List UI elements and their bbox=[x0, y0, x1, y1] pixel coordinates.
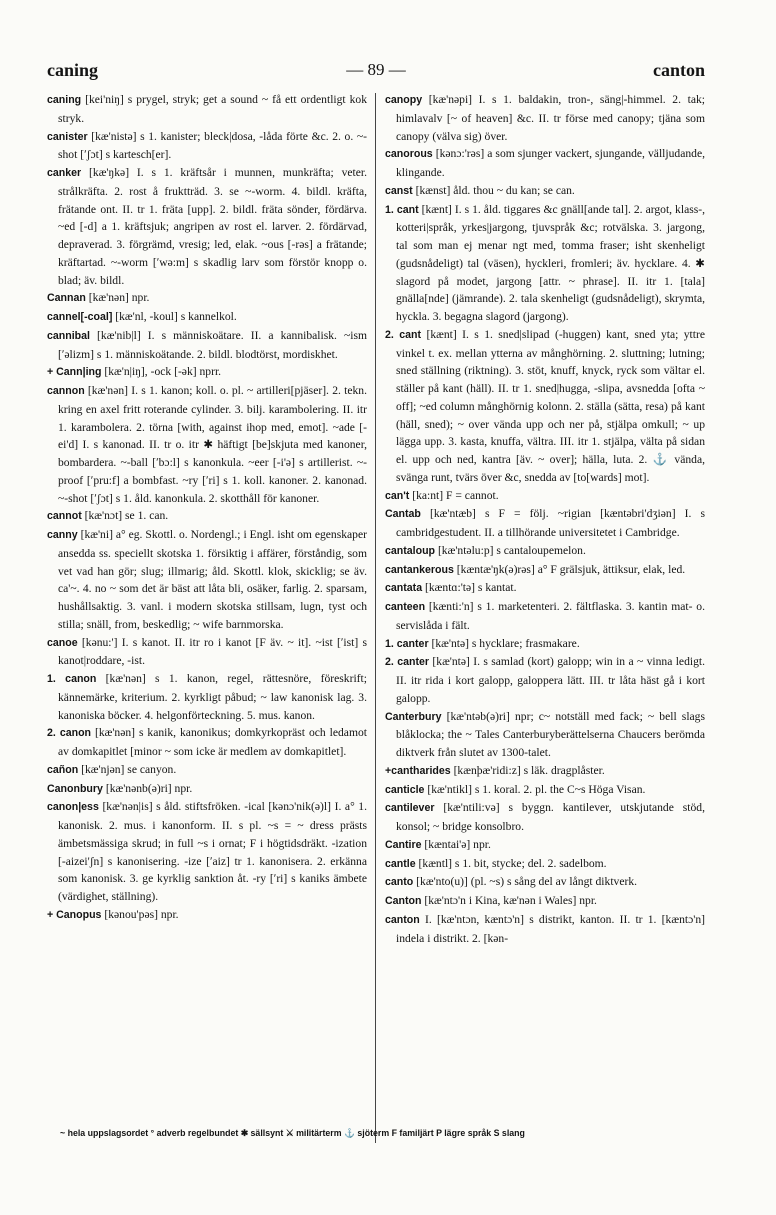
column-divider bbox=[375, 93, 376, 1143]
entry-text: [kæ'nənb(ə)ri] npr. bbox=[105, 781, 193, 795]
entry-text: [kæntæ'ŋk(ə)rəs] a° F grälsjuk, ättiksur, elak, led. bbox=[456, 562, 686, 576]
headword: cantata bbox=[385, 582, 423, 595]
dictionary-entry bbox=[385, 799, 705, 836]
dictionary-entry bbox=[47, 906, 367, 925]
entry-text: [kæ'ni] a° eg. Skottl. o. Nordengl.; i Engl. isht om egenskaper ansedda ss. speciellt skotska 1. försiktig i affärer, förståndig, som vet vad han gör; slug; illmarig; åld. Skottl. klok, skicklig; se äv. ca'~. 4. no ~ som det är bäst att låta bli, osäker, farlig. 2. sparsam, hushållsaktig. 3. vanl. i modern skotska stillsam, lugn, tyst och stilla; snäll, from, beskedlig; ~ wife barnmorska. bbox=[58, 528, 367, 631]
headword: canister bbox=[47, 130, 88, 143]
entry-text: [kæntl] s 1. bit, stycke; del. 2. sadelbom. bbox=[418, 856, 607, 870]
dictionary-entry bbox=[47, 327, 367, 364]
entry-text: [kæ'ntəlu:p] s cantaloupemelon. bbox=[437, 543, 586, 557]
entry-text: [kæ'nib|l] I. s människoätare. II. a kannibalisk. ~ism [ʹəlizm] s 1. människoätande. 2. bildl. blodtörst, mordiskhet. bbox=[58, 328, 367, 361]
headword: Canterbury bbox=[385, 710, 442, 723]
headword: cantankerous bbox=[385, 563, 454, 576]
headword: cañon bbox=[47, 763, 79, 776]
dictionary-entry bbox=[47, 308, 367, 327]
headword: cantle bbox=[385, 857, 416, 870]
dictionary-entry bbox=[47, 798, 367, 906]
entry-text: [kæ'ntəb(ə)ri] npr; c~ notställ med fack; ~ bell slags blåklocka; the ~ Tales Canterburyberättelserna Chaucers berömda diktverk från slutet av 1300-talet. bbox=[396, 709, 705, 759]
dictionary-entry bbox=[385, 836, 705, 855]
headword: 2. canter bbox=[385, 656, 430, 669]
dictionary-entry bbox=[385, 781, 705, 800]
entry-text: [kæ'ntɔ'n i Kina, kæ'nən i Wales] npr. bbox=[424, 894, 597, 907]
dictionary-entry bbox=[385, 201, 705, 326]
entry-text: [kæ'nistə] s 1. kanister; bleck|dosa, -låda förte &c. 2. o. ~-shot [ʹʃɔt] s kartesch[er]. bbox=[58, 129, 367, 162]
dictionary-entry bbox=[385, 635, 705, 654]
headword: 1. canon bbox=[47, 673, 97, 685]
right-column bbox=[385, 91, 705, 947]
dictionary-entry bbox=[385, 911, 705, 948]
headword: Canonbury bbox=[47, 782, 103, 795]
entry-text: [kænt] I. s 1. åld. tiggares &c gnäll[ande tal]. 2. argot, klass-, kotteri|språk, yrkes|jargong, tjuvspråk &c; rotvälska. 3. jargong, tal som man ej menar ngt med, tomma fraser; isht skenheligt (gudsnådeligt) tal (väsen), hyckleri, fromleri; äv. hycklare. 4. ✱ slagord på modet, jargong [attr. ~ phrase]. II. itr 1. [tala] gnälla[nde] (jämrande). 2. tala skenheligt (gudsnådeligt), skrymta, hyckla. 3. begagna slagord (jargong). bbox=[396, 202, 705, 323]
headword: canorous bbox=[385, 148, 433, 161]
entry-text: [kənou'pəs] npr. bbox=[104, 907, 179, 921]
dictionary-entry bbox=[47, 289, 367, 308]
dictionary-entry bbox=[385, 561, 705, 580]
dictionary-entry bbox=[385, 762, 705, 781]
headword: + Canopus bbox=[47, 908, 102, 921]
entry-text: [kæ'ŋkə] I. s 1. kräftsår i munnen, munkräfta; veter. strålkräfta. 2. rost å fruktträd. 3. se ~-worm. 4. bildl. kräfta, frätande ont. II. tr 1. fräta [upp]. 2. bildl. fräta sönder, fördärva. ~ed [-d] a 1. kräftsjuk; angripen av rost el. larver. 2. fördärvad, depraverad. 3. förgrämd, vresig; led, elak. ~ous [-rəs] a frätande; kräftartad. ~-worm [ʹwə:m] s skadlig larv som förstör knopp o. blad; äv. bildl. bbox=[58, 166, 367, 287]
entry-text: [kənɔ:'rəs] a som sjunger vackert, sjungande, välljudande, klingande. bbox=[396, 147, 705, 179]
dictionary-entry bbox=[385, 579, 705, 598]
entry-text: [kænt] I. s 1. sned|slipad (-huggen) kant, sned yta; yttre vinkel t. ex. mellan ytterna av månghörning. 2. sluttning; lutning; sned ställning (riktning). 3. stöt, knuff, knyck, ryck som vältar el. ställer på kant (häll). II. tr 1. sned|hugga, -slipa, avsnedda [ofta ~ off]; ~ed column månghörnig kolonn. 2. ställa (sätta, resa) på kant (häll, sned); ~ over vända upp och ner på, stjälpa omkull; ~ up lägga upp. 3. kasta, knuffa, vältra. III. itr 1. stjälpa, välta på sidan el. upp och ned, kantra [äv. ~ over]; hälla, luta. 2. ⚓ vända, svänga runt, tvärs över &c, snedda av [to[wards] mot]. bbox=[396, 327, 705, 484]
entry-text: [kæ'nɔt] se 1. can. bbox=[84, 509, 169, 523]
entry-text: [kæ'nl, -koul] s kannelkol. bbox=[115, 310, 237, 323]
headword: Cannan bbox=[47, 292, 86, 305]
dictionary-entry bbox=[385, 91, 705, 145]
dictionary-entry bbox=[47, 128, 367, 165]
entry-text: [kæ'nəpi] I. s 1. baldakin, tron-, säng|-himmel. 2. tak; himlavalv [~ of heaven] &c. II. tr förse med canopy; tjäna som canopy (välva sig) över. bbox=[396, 93, 705, 143]
headword: canker bbox=[47, 167, 82, 179]
headword: canst bbox=[385, 184, 413, 197]
entry-text: [kæ'n|iŋ], -ock [-ək] nprr. bbox=[104, 365, 222, 379]
headword: canny bbox=[47, 529, 78, 541]
headword: canticle bbox=[385, 783, 425, 796]
headword: +cantharides bbox=[385, 764, 451, 777]
dictionary-entry bbox=[385, 505, 705, 542]
entry-text: [kæ'nən|is] s åld. stiftsfröken. -ical [kənɔ'nik(ə)l] I. a° 1. kanonisk. 2. mus. i kanonform. II. s pl. ~s = ~ dress prästs ämbetsmässiga skrud; in full ~s i ornat; F i högtidsdräkt. -ization [-aizei'ʃn] s kanonisering. -ize [ʹaiz] tr 1. kanonisera. 2. erkänna som kanonisk. 3. ge kyrklig sanktion åt. -ry [ʹri] s kaniks ämbete (värdighet, ställning). bbox=[58, 800, 367, 903]
headword: cannel[-coal] bbox=[47, 311, 113, 323]
dictionary-entry bbox=[47, 634, 367, 671]
dictionary-entry bbox=[47, 780, 367, 799]
dictionary-entry bbox=[47, 670, 367, 724]
entry-text: [kænti:'n] s 1. marketenteri. 2. fältflaska. 3. kantin mat- o. servislåda i fält. bbox=[396, 600, 705, 632]
headword: canton bbox=[385, 913, 420, 926]
dictionary-entry bbox=[385, 892, 705, 911]
entry-text: [kæ'ntæb] s F = följ. ~rigian [kæntəbri'dʒiən] I. s cambridgestudent. II. a tillhörande universitetet i Cambridge. bbox=[396, 507, 705, 539]
dictionary-entry bbox=[47, 164, 367, 289]
page-number: — 89 — bbox=[346, 60, 406, 79]
headword: Cantire bbox=[385, 838, 422, 851]
right-guideword: canton bbox=[652, 60, 705, 80]
headword: caning bbox=[47, 94, 82, 106]
entry-text: [kæ'ntikl] s 1. koral. 2. pl. the C~s Höga Visan. bbox=[427, 782, 646, 796]
entry-text: I. [kæ'ntɔn, kæntɔ'n] s distrikt, kanton. II. tr 1. [kæntɔ'n] indela i distrikt. 2. [kən- bbox=[396, 912, 705, 945]
legend-footer: ~ hela uppslagsordet ° adverb regelbundet ✱ sällsynt ⚔ militärterm ⚓ sjöterm F familjärt P lägre språk S slang bbox=[60, 1128, 525, 1138]
entry-text: [kæ'nən] I. s 1. kanon; koll. o. pl. ~ artilleri[pjäser]. 2. tekn. kring en axel fritt roterande cylinder. 3. bilj. karambolering. II. itr 1. karambolera. 2. törna [with, against ihop med, emot]. ~ade [-ei'd] I. s kanonad. II. tr o. itr ✱ häftigt [be]skjuta med kanoner, bombardera. ~-ball [ʹbɔ:l] s kanonkula. ~eer [-i'ə] s artillerist. ~-proof [ʹpru:f] a bombfast. ~ry [ʹri] s 1. koll. kanoner. 2. kanonad. ~-shot [ʹʃɔt] s 1. åld. kanonkula. 2. skotthåll för kanoner. bbox=[58, 384, 367, 505]
dictionary-entry bbox=[47, 382, 367, 507]
headword: 1. cant bbox=[385, 203, 419, 216]
headword: cannibal bbox=[47, 329, 90, 342]
headword: canoe bbox=[47, 636, 78, 649]
entry-text: [kæ'nən] s 1. kanon, regel, rättesnöre, föreskrift; kännemärke, kriterium. 2. kyrkligt påbud; ~ law kanonisk lag. 3. kanoniska böcker. 4. helgonförteckning. 5. mus. kanon. bbox=[58, 672, 367, 722]
dictionary-entry bbox=[47, 724, 367, 761]
entry-text: [kæntai'ə] npr. bbox=[424, 837, 491, 851]
page-header bbox=[47, 60, 705, 82]
entry-text: [kæntɑ:'tə] s kantat. bbox=[425, 581, 517, 595]
headword: Cantab bbox=[385, 508, 421, 521]
headword: + Cann|ing bbox=[47, 366, 102, 379]
dictionary-entry bbox=[385, 708, 705, 762]
headword: canopy bbox=[385, 94, 423, 106]
headword: cannon bbox=[47, 385, 85, 397]
entry-text: [kæ'njən] se canyon. bbox=[81, 762, 177, 776]
dictionary-entry bbox=[385, 873, 705, 892]
dictionary-entry bbox=[47, 507, 367, 526]
entry-text: [kænþæ'ridi:z] s läk. dragplåster. bbox=[453, 763, 605, 777]
dictionary-entry bbox=[385, 182, 705, 201]
dictionary-entry bbox=[47, 363, 367, 382]
dictionary-entry bbox=[385, 653, 705, 707]
headword: canteen bbox=[385, 601, 426, 613]
dictionary-entry bbox=[385, 598, 705, 635]
left-guideword: caning bbox=[47, 60, 99, 80]
headword: 1. canter bbox=[385, 637, 429, 650]
entry-text: [kænst] åld. thou ~ du kan; se can. bbox=[415, 183, 575, 197]
dictionary-entry bbox=[385, 145, 705, 182]
headword: cantaloup bbox=[385, 544, 436, 557]
headword: canon|ess bbox=[47, 801, 99, 814]
entry-text: [kei'niŋ] s prygel, stryk; get a sound ~ få ett ordentligt kok stryk. bbox=[58, 93, 367, 125]
entry-text: [kæ'ntə] I. s samlad (kort) galopp; win in a ~ vinna ledigt. II. itr rida i kort galopp, galoppera lätt. III. tr låta häst gå i kort galopp. bbox=[396, 655, 705, 705]
entry-text: [kæ'ntə] s hycklare; frasmakare. bbox=[431, 636, 580, 650]
dictionary-entry bbox=[385, 855, 705, 874]
headword: can't bbox=[385, 489, 410, 502]
entry-text: [ka:nt] F = cannot. bbox=[412, 488, 499, 502]
entry-text: [kənu:'] I. s kanot. II. itr ro i kanot [F äv. ~ it]. ~ist [ʹist] s kanot|roddare, -ist. bbox=[58, 635, 367, 668]
entry-text: [kæ'nən] npr. bbox=[88, 291, 150, 305]
headword: cannot bbox=[47, 510, 82, 523]
headword: 2. cant bbox=[385, 328, 422, 341]
dictionary-entry bbox=[47, 526, 367, 634]
left-column bbox=[47, 91, 367, 925]
headword: canto bbox=[385, 876, 414, 889]
dictionary-entry bbox=[385, 326, 705, 487]
dictionary-entry bbox=[385, 542, 705, 561]
entry-text: [kæ'ntili:və] s byggn. kantilever, utskjutande stöd, konsol; ~ bridge konsolbro. bbox=[396, 801, 705, 833]
headword: Canton bbox=[385, 895, 422, 907]
entry-text: [kæ'nto(u)] (pl. ~s) s sång del av långt diktverk. bbox=[416, 875, 638, 889]
headword: cantilever bbox=[385, 802, 435, 815]
headword: 2. canon bbox=[47, 727, 92, 740]
dictionary-entry bbox=[47, 761, 367, 780]
dictionary-entry bbox=[47, 91, 367, 128]
entry-text: [kæ'nən] s kanik, kanonikus; domkyrkopräst och ledamot av domkapitlet [minor ~ som icke är medlem av domkapitlet]. bbox=[58, 726, 367, 758]
dictionary-entry bbox=[385, 487, 705, 506]
